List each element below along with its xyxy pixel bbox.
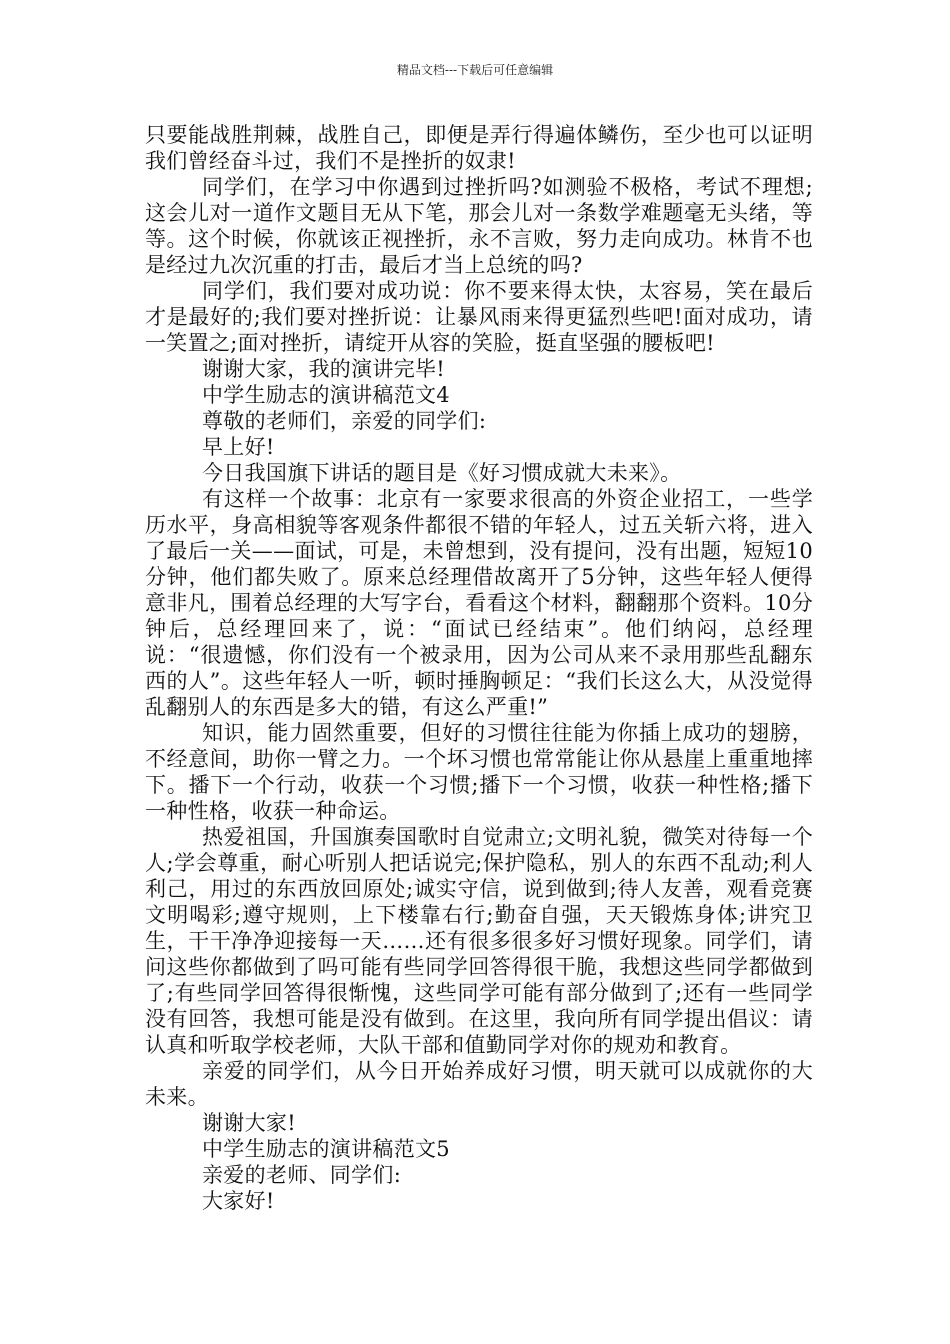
section-title: 中学生励志的演讲稿范文5 xyxy=(202,1137,450,1161)
paragraph: 同学们，我们要对成功说：你不要来得太快，太容易，笑在最后才是最好的;我们要对挫折说：让暴风雨来得更猛烈些吧!面对成功，请一笑置之;面对挫折，请绽开从容的笑脸，挺直坚强的腰板吧! xyxy=(145,279,813,355)
page-header: 精品文档---下载后可任意编辑 xyxy=(396,63,554,77)
document-body xyxy=(145,122,813,1214)
salutation: 亲爱的老师、同学们: xyxy=(202,1163,402,1187)
closing-line: 谢谢大家，我的演讲完毕! xyxy=(202,357,446,381)
greeting: 早上好! xyxy=(202,435,275,459)
salutation: 尊敬的老师们，亲爱的同学们: xyxy=(202,409,487,433)
paragraph: 知识，能力固然重要，但好的习惯往往能为你插上成功的翅膀，不经意间，助你一臂之力。一个坏习惯也常常能让你从悬崖上重重地摔下。播下一个行动，收获一个习惯;播下一个习惯，收获一种性格;播下一种性格，收获一种命运。 xyxy=(145,721,813,823)
paragraph: 有这样一个故事：北京有一家要求很高的外资企业招工，一些学历水平，身高相貌等客观条件都很不错的年轻人，过五关斩六将，进入了最后一关——面试，可是，未曾想到，没有提问，没有出题，短短10分钟，他们都失败了。原来总经理借故离开了5分钟，这些年轻人便得意非凡，围着总经理的大写字台，看看这个材料，翻翻那个资料。10分钟后，总经理回来了，说：“面试已经结束”。他们纳闷，总经理说：“很遗憾，你们没有一个被录用，因为公司从来不录用那些乱翻东西的人”。这些年轻人一听，顿时捶胸顿足：“我们长这么大，从没觉得乱翻别人的东西是多大的错，有这么严重!” xyxy=(145,487,813,719)
paragraph: 热爱祖国，升国旗奏国歌时自觉肃立;文明礼貌，微笑对待每一个人;学会尊重，耐心听别人把话说完;保护隐私，别人的东西不乱动;利人利己，用过的东西放回原处;诚实守信，说到做到;待人友善，观看竞赛文明喝彩;遵守规则，上下楼靠右行;勤奋自强，天天锻炼身体;讲究卫生，干干净净迎接每一天……还有很多很多好习惯好现象。同学们，请问这些你都做到了吗可能有些同学回答得很干脆，我想这些同学都做到了;有些同学回答得很惭愧，这些同学可能有部分做到了;还有一些同学没有回答，我想可能是没有做到。在这里，我向所有同学提出倡议：请认真和听取学校老师，大队干部和值勤同学对你的规劝和教育。 xyxy=(145,825,813,1057)
paragraph: 只要能战胜荆棘，战胜自己，即便是弄行得遍体鳞伤，至少也可以证明我们曾经奋斗过，我们不是挫折的奴隶! xyxy=(145,123,813,173)
section-title: 中学生励志的演讲稿范文4 xyxy=(202,383,450,407)
greeting: 大家好! xyxy=(202,1189,275,1213)
closing-line: 谢谢大家! xyxy=(202,1111,296,1135)
paragraph: 同学们，在学习中你遇到过挫折吗?如测验不极格，考试不理想;这会儿对一道作文题目无从下笔，那会儿对一条数学难题毫无头绪，等等。这个时候，你就该正视挫折，永不言败，努力走向成功。林肯不也是经过九次沉重的打击，最后才当上总统的吗? xyxy=(145,175,813,277)
paragraph: 今日我国旗下讲话的题目是《好习惯成就大未来》。 xyxy=(202,461,682,485)
paragraph: 亲爱的同学们，从今日开始养成好习惯，明天就可以成就你的大未来。 xyxy=(145,1059,813,1109)
